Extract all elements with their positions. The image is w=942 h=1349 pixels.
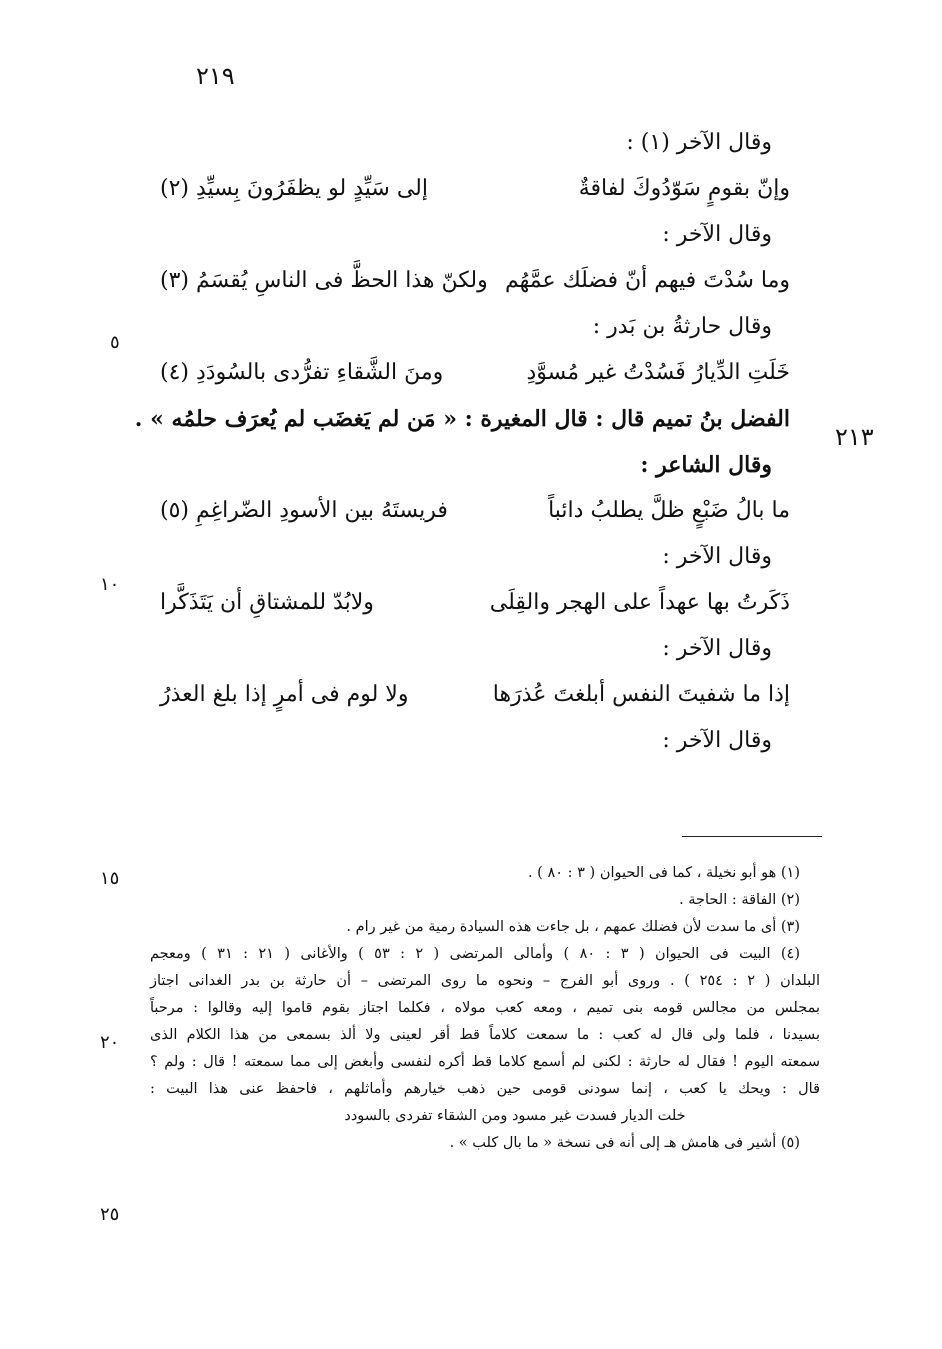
verse-second-hemistich: ولابُدّ للمشتاقِ أن يَتَذَكَّرا xyxy=(160,590,374,615)
verse xyxy=(160,258,790,304)
margin-line-number-5: ٥ xyxy=(110,332,120,353)
verse xyxy=(160,580,790,626)
prose-saying: الفضل بنُ تميم قال : قال المغيرة : « مَن لم يَغضَب لم يُعرَف حلمُه » . xyxy=(134,406,790,432)
margin-line-number-20: ٢٠ xyxy=(100,1032,120,1053)
verse-first-hemistich: ما بالُ ضَبْعٍ ظلَّ يطلبُ دائباً xyxy=(548,498,790,523)
footnote: (٤) البيت فى الحيوان ( ٣ : ٨٠ ) وأمالى المرتضى ( ٢ : ٥٣ ) والأغانى ( ٢١ : ٣١ ) ومعجم xyxy=(150,946,800,962)
footnote-continuation: البلدان ( ٢ : ٢٥٤ ) . وروى أبو الفرج – ونحوه ما روى المرتضى – أن حارثة بن بدر الغدانى اجتاز xyxy=(150,973,820,989)
verse-first-hemistich: إذا ما شفيتَ النفس أبلغتَ عُذرَها xyxy=(492,682,790,707)
reference-number: ٢١٣ xyxy=(835,423,874,451)
footnote-continuation: قال : ويحك يا كعب ، إنما سودنى قومى حين ذهب خيارهم وأماثلهم ، فاحفظ عنى هذا البيت : xyxy=(150,1081,820,1097)
verse-first-hemistich: وإنّ بقومٍ سَوّدُوكَ لفاقةٌ xyxy=(578,176,790,201)
verse-intro: وقال الآخر : xyxy=(662,222,772,247)
verse-intro: وقال الآخر : xyxy=(662,636,772,661)
footnote-continuation: سمعته اليوم ! فقال له حارثة : لكنى لم أسمع كلاما قط أكره لنفسى وأبغض إلى مما سمعته ! قال : ولم ؟ xyxy=(150,1054,820,1070)
verse-intro: وقال الآخر (١) : xyxy=(626,130,772,155)
main-text xyxy=(134,120,790,764)
verse-second-hemistich: فريستَهُ بين الأسودِ الضّراغِمِ (٥) xyxy=(160,498,448,523)
footnote: (١) هو أبو نخيلة ، كما فى الحيوان ( ٣ : ٨٠ ) . xyxy=(527,865,800,881)
verse-second-hemistich: ولا لوم فى أمرٍ إذا بلغ العذرُ xyxy=(160,682,409,707)
verse xyxy=(160,350,790,396)
footnote-quoted-verse: خلت الديار فسدت غير مسود ومن الشقاء تفردى بالسودد xyxy=(344,1108,686,1124)
footnote-separator xyxy=(682,836,822,837)
verse-second-hemistich: ومنَ الشَّقاءِ تفرُّدى بالسُودَدِ (٤) xyxy=(160,360,444,385)
verse-second-hemistich: ولكنّ هذا الحظَّ فى الناسِ يُقسَمُ (٣) xyxy=(160,268,488,293)
verse xyxy=(160,166,790,212)
margin-line-number-25: ٢٥ xyxy=(100,1204,120,1225)
verse-first-hemistich: وما سُدْتَ فيهم أنّ فضلَك عمَّهُم xyxy=(504,268,790,293)
verse-intro: وقال الشاعر : xyxy=(640,452,772,478)
footnote-continuation: بمجلس من مجالس قومه بنى تميم ، ومعه كعب مولاه ، فكلما اجتاز بقوم قاموا إليه وقالوا : مرحباً xyxy=(150,1000,820,1016)
verse-first-hemistich: ذَكَرتُ بها عهداً على الهجر والقِلَى xyxy=(489,590,790,615)
verse-intro: وقال الآخر : xyxy=(662,728,772,753)
verse xyxy=(160,672,790,718)
margin-line-number-10: ١٠ xyxy=(100,574,120,595)
footnote: (٥) أشير فى هامش هـ إلى أنه فى نسخة « ما بال كلب » . xyxy=(449,1135,800,1151)
verse xyxy=(160,488,790,534)
footnote: (٢) الفاقة : الحاجة . xyxy=(679,892,800,908)
footnotes xyxy=(150,860,820,1157)
verse-intro: وقال حارثةُ بن بَدر : xyxy=(592,314,772,339)
footnote-continuation: بسيدنا ، فلما ولى قال له كعب : ما سمعت كلاماً قط أقر لعينى ولا ألذ بسمعى من هذا الكلام الذى xyxy=(150,1027,820,1043)
page-number: ٢١٩ xyxy=(196,62,235,90)
verse-second-hemistich: إلى سَيِّدٍ لو يظفَرُونَ بِسيِّدِ (٢) xyxy=(160,176,428,201)
verse-first-hemistich: خَلَتِ الدِّيارُ فَسُدْتُ غير مُسوَّدِ xyxy=(526,360,790,385)
margin-line-number-15: ١٥ xyxy=(100,868,120,889)
footnote: (٣) أى ما سدت لأن فضلك عمهم ، بل جاءت هذه السيادة رمية من غير رام . xyxy=(346,919,800,935)
verse-intro: وقال الآخر : xyxy=(662,544,772,569)
